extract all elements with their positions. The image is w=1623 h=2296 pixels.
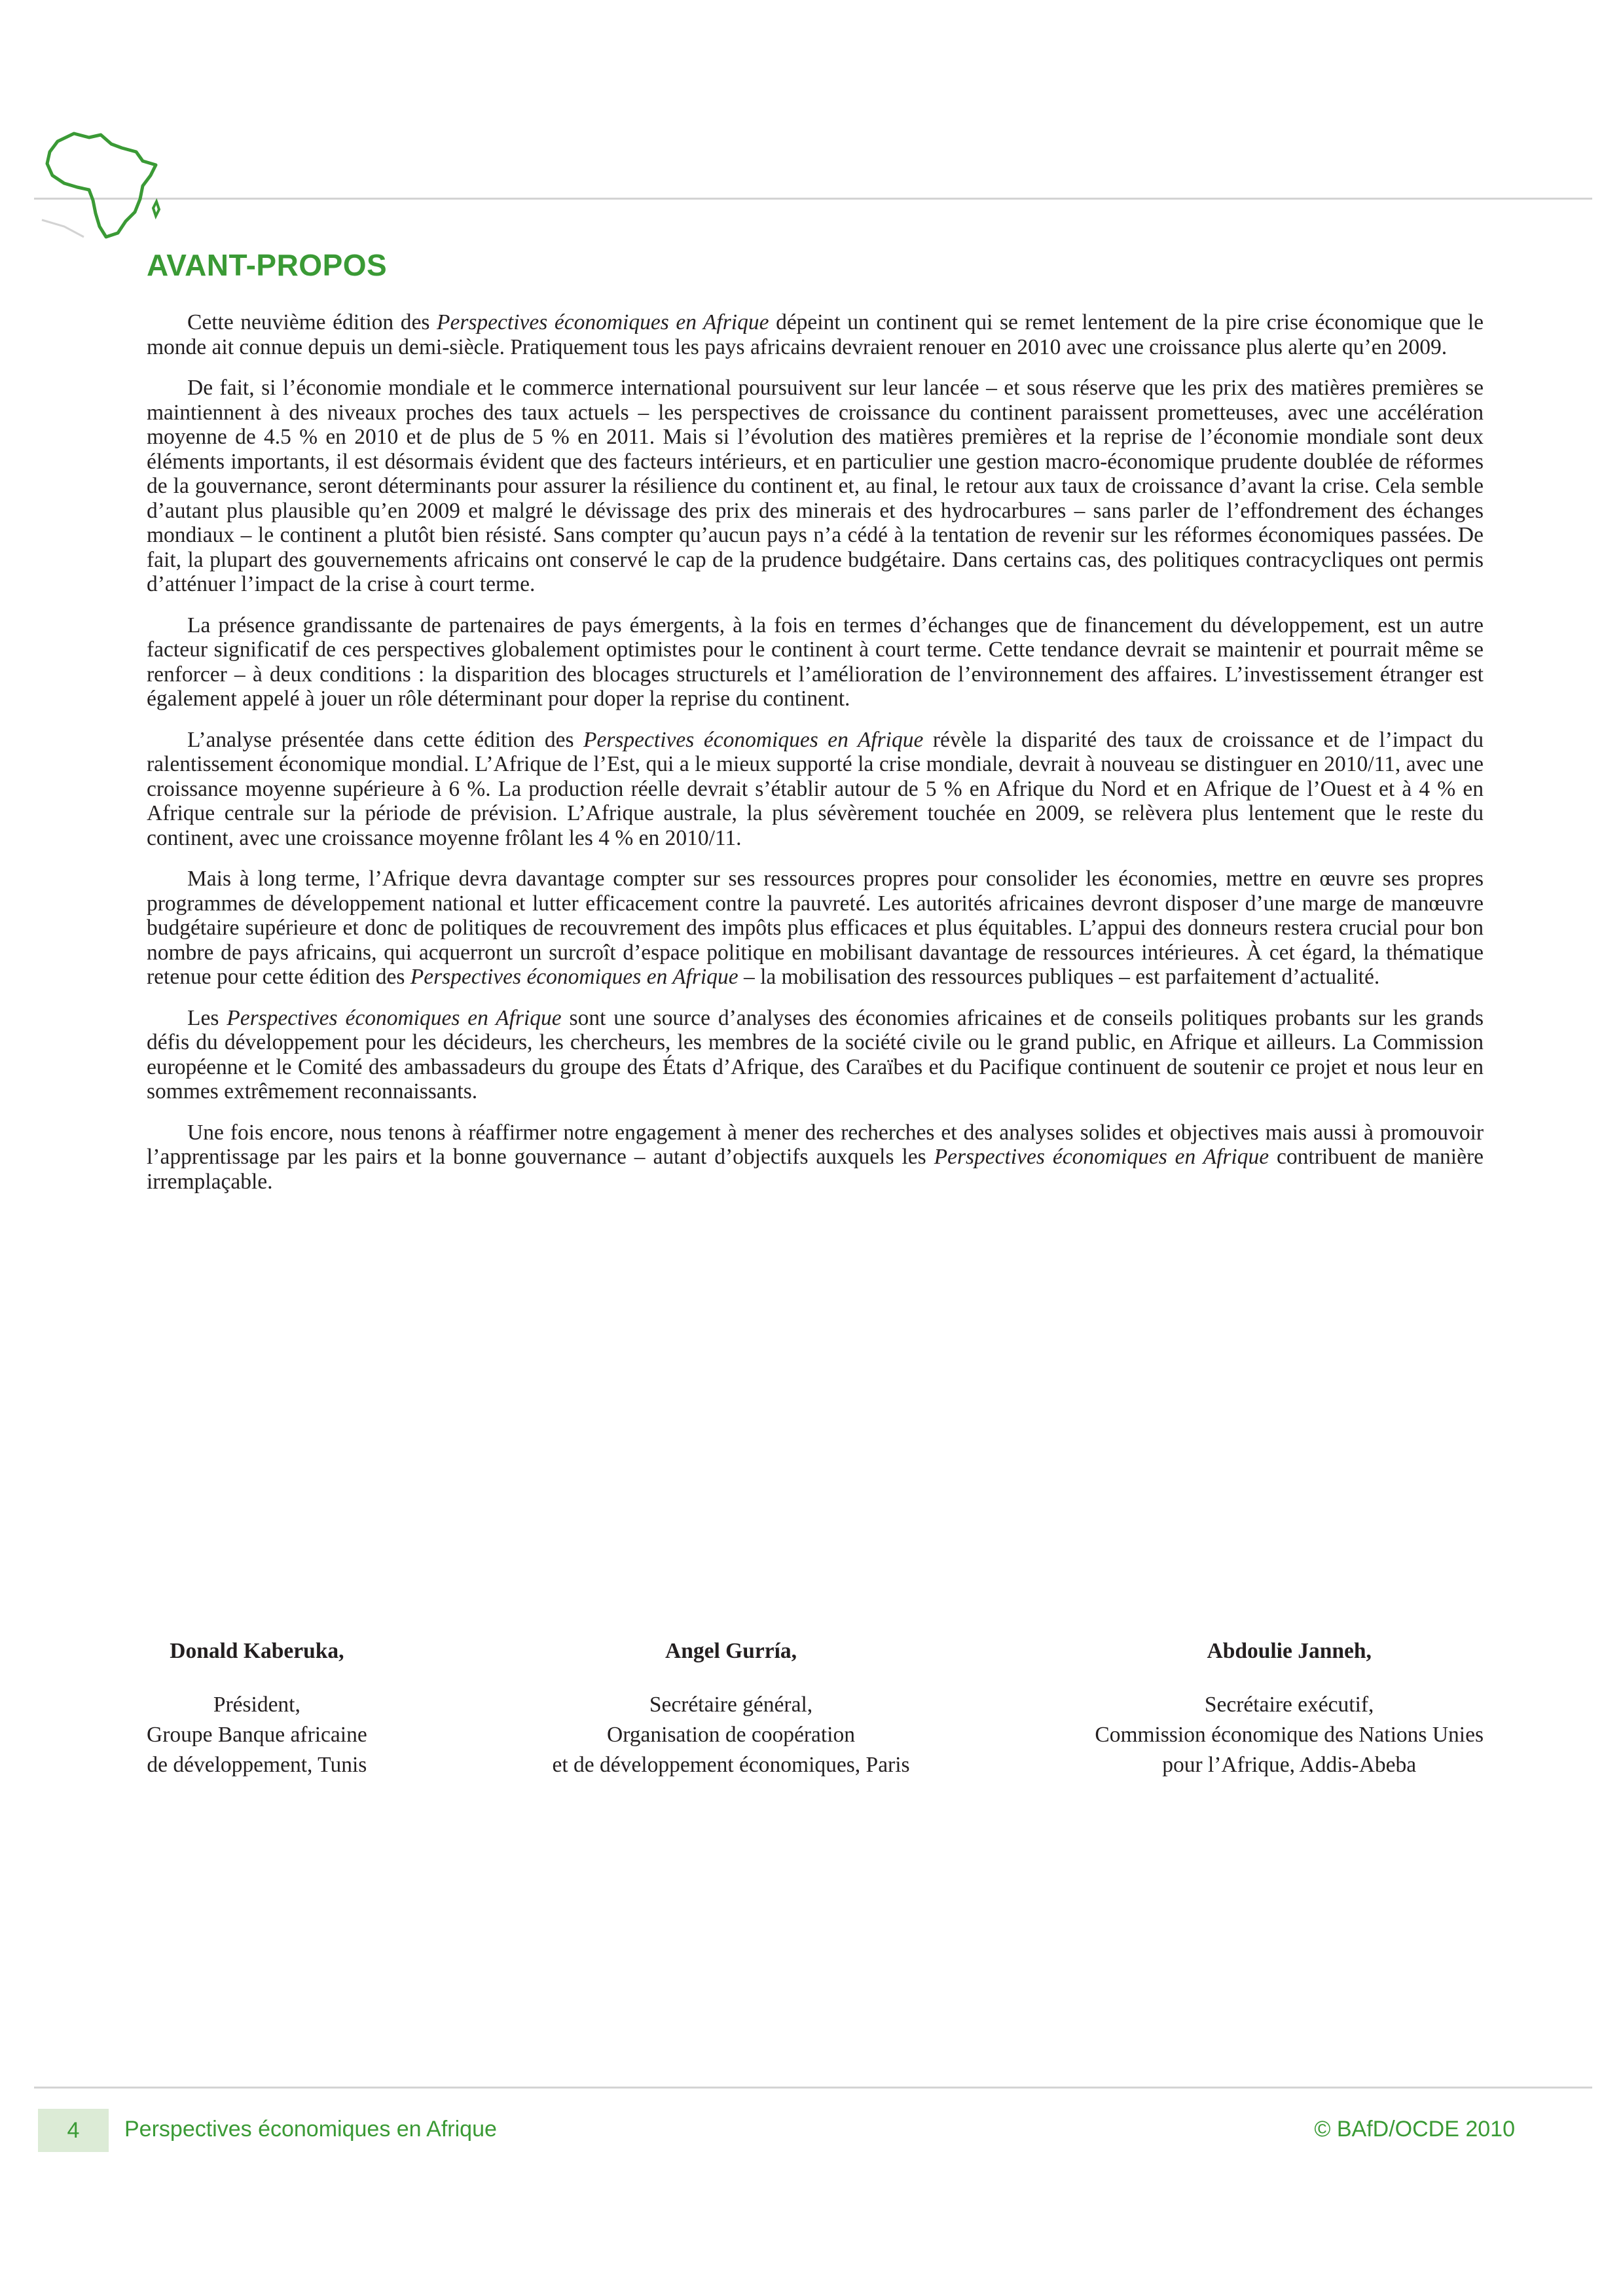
signatory-line: Commission économique des Nations Unies: [1095, 1723, 1484, 1747]
paragraph-4: L’analyse présentée dans cette édition des Perspectives économiques en Afrique révèle la disparité des taux de croissance et de l’impact du ralentissement économique mondial. L’Afrique de l’Est, qui a le mieux supporté la crise mondiale, devrait à nouveau se distinguer en 2010/11, avec une croissance moyenne supérieure à 6 %. La production réelle devrait s’établir autour de 5 % en Afrique du Nord et en Afrique de l’Ouest et à 4 % en Afrique centrale sur la période de prévision. L’Afrique australe, la plus sévèrement touchée en 2009, se relèvera plus lentement que le reste du continent, avec une croissance moyenne frôlant les 4 % en 2010/11.: [147, 727, 1484, 850]
paragraph-3: La présence grandissante de partenaires de pays émergents, à la fois en termes d’échanges que de financement du développement, est un autre facteur significatif de ces perspectives globalement optimistes pour le continent à court terme. Cette tendance devrait se maintenir et pourrait même se renforcer – à deux conditions : la disparition des blocages structurels et l’amélioration de l’environnement des affaires. L’investissement étranger est également appelé à jouer un rôle déterminant pour doper la reprise du continent.: [147, 613, 1484, 711]
signatory-kaberuka: [147, 1636, 367, 1780]
africa-outline-icon: [38, 122, 169, 253]
page-title: AVANT-PROPOS: [147, 248, 388, 282]
paragraph-5: Mais à long terme, l’Afrique devra davantage compter sur ses ressources propres pour consolider les économies, mettre en œuvre ses propres programmes de développement national et lutter efficacement contre la pauvreté. Les autorités africaines devront disposer d’une marge de manœuvre budgétaire supérieure et donc de politiques de recouvrement des impôts plus efficaces et plus équitables. L’appui des donneurs restera crucial pour bon nombre de pays africains, qui acquerront un surcroît d’espace politique en mobilisant davantage de ressources intérieures. À cet égard, la thématique retenue pour cette édition des Perspectives économiques en Afrique – la mobilisation des ressources publiques – est parfaitement d’actualité.: [147, 867, 1484, 989]
paragraph-2: De fait, si l’économie mondiale et le commerce international poursuivent sur leur lancée – et sous réserve que les prix des matières premières se maintiennent à des niveaux proches des taux actuels – les perspectives de croissance du continent paraissent prometteuses, avec une accélération moyenne de 4.5 % en 2010 et de plus de 5 % en 2011. Mais si l’évolution des matières premières et la reprise de l’économie mondiale sont deux éléments importants, il est désormais évident que des facteurs intérieurs, et en particulier une gestion macro-économique prudente doublée de réformes de la gouvernance, seront déterminants pour assurer la résilience du continent et, au final, le retour aux taux de croissance d’avant la crise. Cela semble d’autant plus plausible qu’en 2009 et malgré le dévissage des prix des minerais et des hydrocarbures – sans parler de l’effondrement des échanges mondiaux – le continent a plutôt bien résisté. Sans compter qu’aucun pays n’a cédé à la tentation de revenir sur les réformes économiques passées. De fait, la plupart des gouvernements africains ont conservé le cap de la prudence budgétaire. Dans certains cas, des politiques contracycliques ont permis d’atténuer l’impact de la crise à court terme.: [147, 376, 1484, 596]
signatory-line: Organisation de coopération: [607, 1723, 855, 1747]
signatory-line: Groupe Banque africaine: [147, 1723, 367, 1747]
header-divider: [34, 198, 1592, 200]
signatory-line: Président,: [213, 1693, 301, 1717]
signatory-gurria: [552, 1636, 909, 1780]
signatory-name: Angel Gurría,: [665, 1639, 797, 1663]
signatory-line: pour l’Afrique, Addis-Abeba: [1162, 1753, 1417, 1777]
footer-divider: [34, 2087, 1592, 2089]
foreword-body: [147, 310, 1484, 1210]
page-number: 4: [38, 2109, 109, 2152]
footer-copyright: © BAfD/OCDE 2010: [1314, 2117, 1515, 2142]
signatory-line: Secrétaire exécutif,: [1204, 1693, 1374, 1717]
paragraph-6: Les Perspectives économiques en Afrique sont une source d’analyses des économies africaines et de conseils politiques probants sur les grands défis du développement pour les décideurs, les chercheurs, les membres de la société civile ou le grand public, en Afrique et ailleurs. La Commission européenne et le Comité des ambassadeurs du groupe des États d’Afrique, des Caraïbes et du Pacifique continuent de soutenir ce projet et nous leur en sommes extrêmement reconnaissants.: [147, 1005, 1484, 1103]
signatory-line: et de développement économiques, Paris: [552, 1753, 910, 1777]
footer-publication-title: Perspectives économiques en Afrique: [124, 2117, 497, 2142]
paragraph-7: Une fois encore, nous tenons à réaffirmer notre engagement à mener des recherches et des analyses solides et objectives mais aussi à promouvoir l’apprentissage par les pairs et la bonne gouvernance – autant d’objectifs auxquels les Perspectives économiques en Afrique contribuent de manière irremplaçable.: [147, 1120, 1484, 1194]
signatory-name: Donald Kaberuka,: [170, 1639, 344, 1663]
signature-block: [147, 1636, 1484, 1780]
signatory-line: Secrétaire général,: [649, 1693, 813, 1717]
signatory-name: Abdoulie Janneh,: [1207, 1639, 1372, 1663]
signatory-line: de développement, Tunis: [147, 1753, 367, 1777]
paragraph-1: Cette neuvième édition des Perspectives économiques en Afrique dépeint un continent qui se remet lentement de la pire crise économique que le monde ait connue depuis un demi-siècle. Pratiquement tous les pays africains devraient renouer en 2010 avec une croissance plus alerte qu’en 2009.: [147, 310, 1484, 359]
signatory-janneh: [1095, 1636, 1484, 1780]
